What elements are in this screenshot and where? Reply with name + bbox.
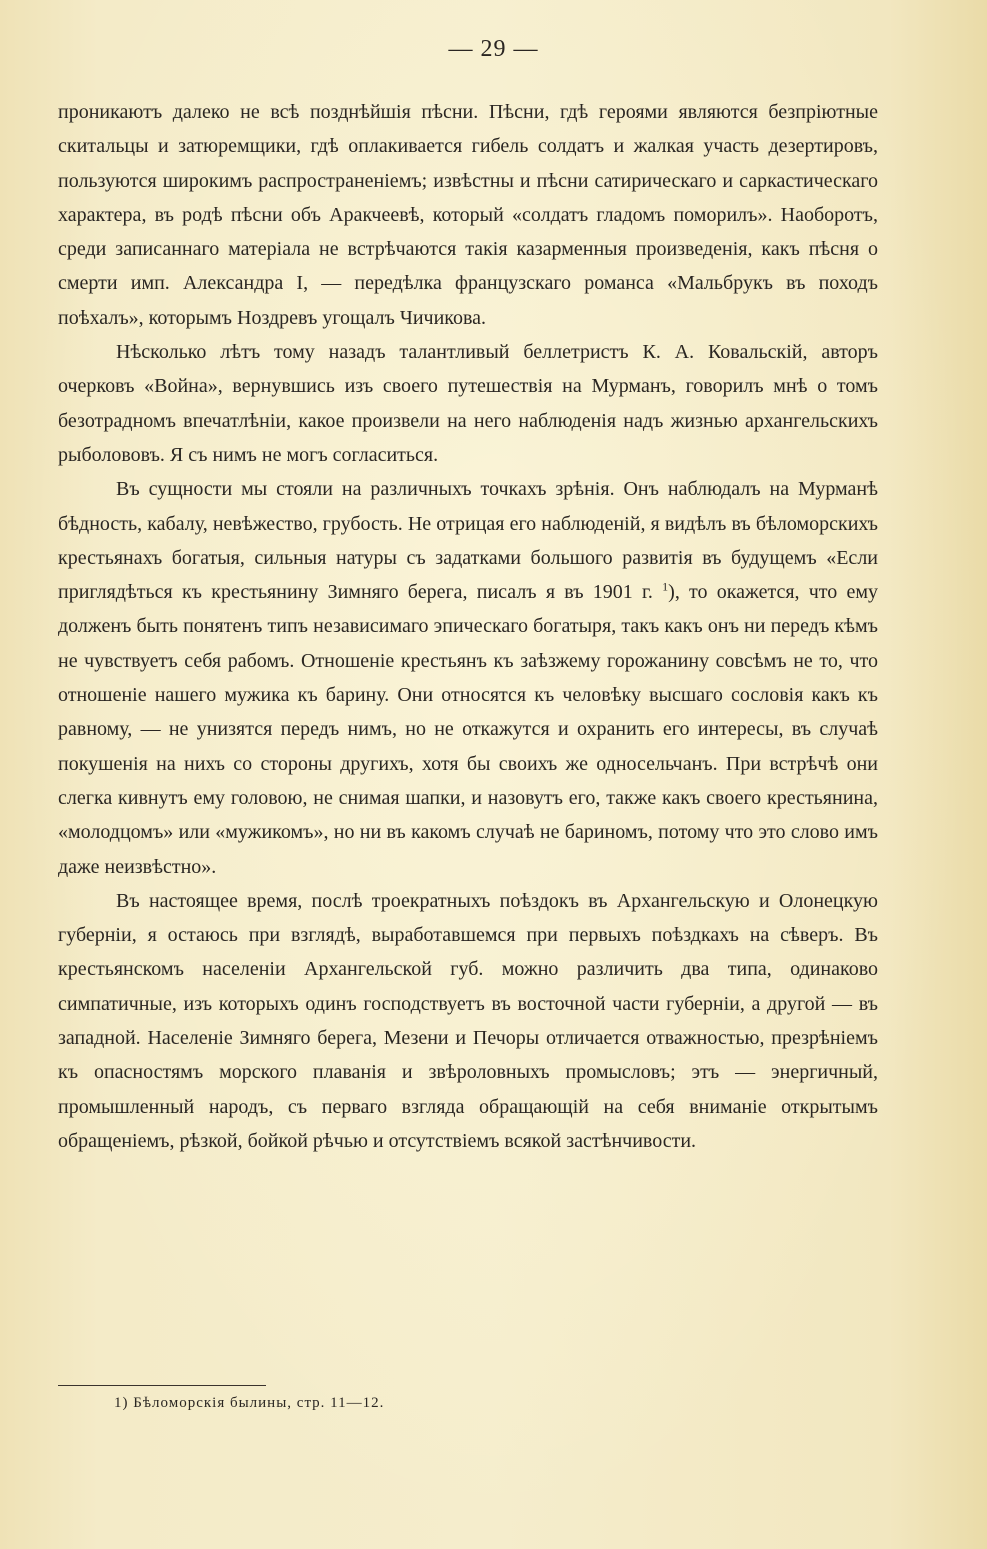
- paragraph-3-text-continued: , то окажется, что ему долженъ быть понятенъ типъ независимаго эпическаго богатыря, такъ какъ онъ ни передъ кѣмъ не чувствуетъ себя рабомъ. Отношеніе крестьянъ къ заѣзжему горожанину совсѣмъ не то, что отношеніе нашего мужика къ барину. Они относятся къ человѣку высшаго сословія какъ къ равному, — не унизятся передъ нимъ, но не откажутся и охранить его интересы, въ случаѣ покушенія на нихъ со стороны другихъ, хотя бы своихъ же односельчанъ. При встрѣчѣ они слегка кивнутъ ему головою, не снимая шапки, и назовутъ его, также какъ своего крестьянина, «молодцомъ» или «мужикомъ», но ни въ какомъ случаѣ не бариномъ, потому что это слово имъ даже неизвѣстно».: [58, 581, 879, 878]
- body-text: [58, 95, 878, 1158]
- paragraph-3: Въ сущности мы стояли на различныхъ точкахъ зрѣнія. Онъ наблюдалъ на Мурманѣ бѣдность, кабалу, невѣжество, грубость. Не отрицая его наблюденій, я видѣлъ въ бѣломорскихъ крестьянахъ богатыя, сильныя натуры съ задатками большого развитія въ будущемъ «Если приглядѣться къ крестьянину Зимняго берега, писалъ я въ 1901 г. $^1$), то окажется, что ему долженъ быть понятенъ типъ независимаго эпическаго богатыря, такъ какъ онъ ни передъ кѣмъ не чувствуетъ себя рабомъ. Отношеніе крестьянъ къ заѣзжему горожанину совсѣмъ не то, что отношеніе нашего мужика къ барину. Они относятся къ человѣку высшаго сословія какъ къ равному, — не унизятся передъ нимъ, но не откажутся и охранить его интересы, въ случаѣ покушенія на нихъ со стороны другихъ, хотя бы своихъ же односельчанъ. При встрѣчѣ они слегка кивнутъ ему головою, не снимая шапки, и назовутъ его, также какъ своего крестьянина, «молодцомъ» или «мужикомъ», но ни въ какомъ случаѣ не бариномъ, потому что это слово имъ даже неизвѣстно».: [58, 478, 879, 878]
- paragraph-1: [58, 95, 878, 335]
- footnote-divider: [58, 1385, 266, 1386]
- footnote: [114, 1393, 814, 1413]
- paragraph-3-text: Въ сущности мы стояли на различныхъ точкахъ зрѣнія. Онъ наблюдалъ на Мурманѣ бѣдность, кабалу, невѣжество, грубость. Не отрицая его наблюденій, я видѣлъ въ бѣломорскихъ крестьянахъ богатыя, сильныя натуры съ задатками большого развитія въ будущемъ «Если приглядѣться къ крестьянину Зимняго берега, писалъ я въ 1901 г.: [58, 478, 878, 604]
- paragraph-2: [58, 335, 878, 472]
- paragraph-4-text: Въ настоящее время, послѣ троекратныхъ поѣздокъ въ Архангельскую и Олонецкую губерніи, я остаюсь при взглядѣ, выработавшемся при первыхъ поѣздкахъ на сѣверъ. Въ крестьянскомъ населеніи Архангельской губ. можно различить два типа, одинаково симпатичные, изъ которыхъ одинъ господствуетъ въ восточной части губерніи, а другой — въ западной. Населеніе Зимняго берега, Мезени и Печоры отличается отважностью, презрѣніемъ къ опасностямъ морского плаванія и звѣроловныхъ промысловъ; этъ — энергичный, промышленный народъ, съ перваго взгляда обращающій на себя вниманіе открытымъ обращеніемъ, рѣзкой, бойкой рѣчью и отсутствіемъ всякой застѣнчивости.: [58, 889, 878, 1152]
- footnote-reference: 1: [662, 579, 669, 594]
- page-number: — 29 —: [448, 36, 539, 62]
- footnote-marker: 1): [114, 1395, 129, 1411]
- footnote-text: Бѣломорскія былины, стр. 11—12.: [133, 1395, 385, 1411]
- paragraph-2-text: Нѣсколько лѣтъ тому назадъ талантливый беллетристъ К. А. Ковальскій, авторъ очерковъ «Война», вернувшись изъ своего путешествія на Мурманъ, говорилъ мнѣ о томъ безотрадномъ впечатлѣніи, какое произвели на него наблюденія надъ жизнью архангельскихъ рыболововъ. Я съ нимъ не могъ согласиться.: [58, 341, 878, 466]
- paragraph-4: [58, 884, 878, 1158]
- paragraph-1-text: проникаютъ далеко не всѣ позднѣйшія пѣсни. Пѣсни, гдѣ героями являются безпріютные скитальцы и затюремщики, гдѣ оплакивается гибель солдатъ и жалкая участь дезертировъ, пользуются широкимъ распространеніемъ; извѣстны и пѣсни сатирическаго и саркастическаго характера, въ родѣ пѣсни объ Аракчеевѣ, который «солдатъ гладомъ поморилъ». Наоборотъ, среди записаннаго матеріала не встрѣчаются такія казарменныя произведенія, какъ пѣсня о смерти имп. Александра I, — передѣлка французскаго романса «Мальбрукъ въ походъ поѣхалъ», которымъ Ноздревъ угощалъ Чичикова.: [58, 101, 878, 329]
